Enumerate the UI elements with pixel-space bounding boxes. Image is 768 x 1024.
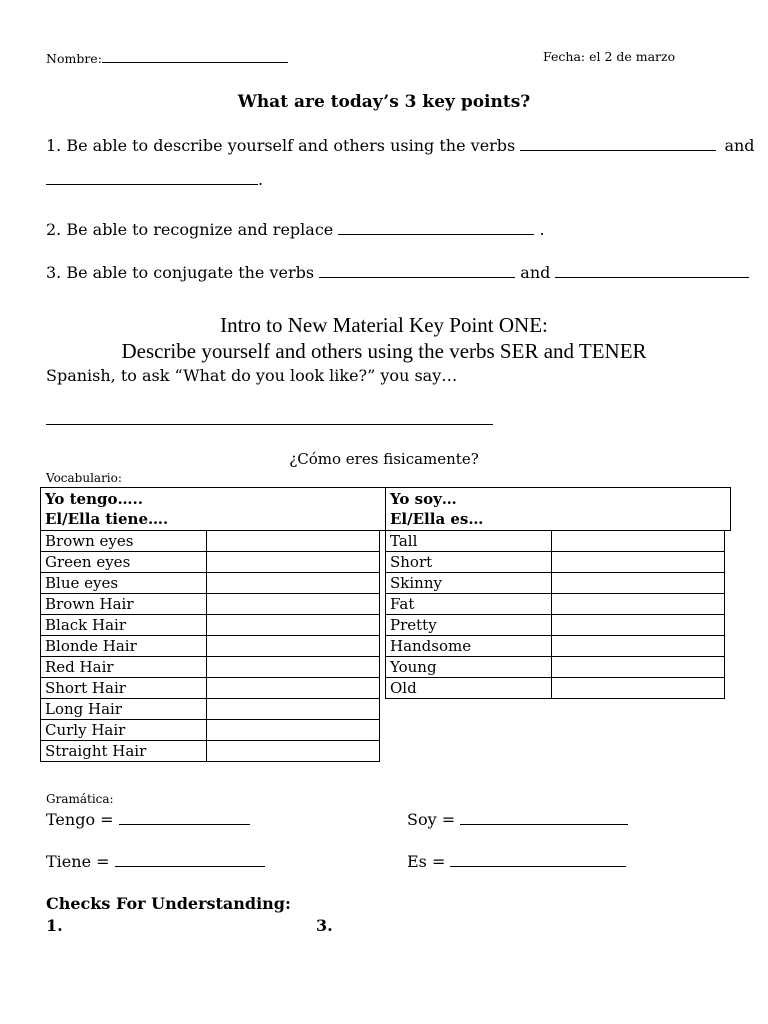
key-point-2-blank[interactable] <box>338 221 534 235</box>
left-vocab-row <box>41 531 380 552</box>
left-vocab-term: Blue eyes <box>41 573 207 594</box>
key-point-1-text: 1. Be able to describe yourself and others using the verbs <box>46 136 516 155</box>
soy-blank[interactable] <box>460 811 628 825</box>
question-heading: ¿Cómo eres fisicamente? <box>289 450 479 468</box>
right-vocab-term: Skinny <box>386 573 552 594</box>
right-vocab-term: Short <box>386 552 552 573</box>
grammar-label: Gramática: <box>46 792 114 806</box>
right-vocab-answer-cell[interactable] <box>552 678 725 699</box>
key-point-3-blank-b[interactable] <box>555 264 749 278</box>
right-vocab-row <box>386 573 725 594</box>
left-vocab-row <box>41 678 380 699</box>
tiene-blank[interactable] <box>115 853 265 867</box>
left-vocab-term: Brown eyes <box>41 531 207 552</box>
left-vocab-row <box>41 636 380 657</box>
check-item-3: 3. <box>316 916 333 935</box>
right-header-line-1: Yo soy… <box>390 490 457 508</box>
intro-prompt: Spanish, to ask “What do you look like?” you say… <box>46 366 458 385</box>
intro-heading: Intro to New Material Key Point ONE: <box>220 313 548 337</box>
key-point-1-blank-b[interactable] <box>46 171 258 185</box>
left-vocab-answer-cell[interactable] <box>207 636 380 657</box>
right-vocab-term: Old <box>386 678 552 699</box>
key-point-3 <box>46 263 749 282</box>
left-vocab-term: Black Hair <box>41 615 207 636</box>
key-point-1-cont <box>46 170 263 189</box>
left-header-line-2: El/Ella tiene…. <box>45 510 169 528</box>
checks-title: Checks For Understanding: <box>46 894 291 913</box>
left-vocab-term: Long Hair <box>41 699 207 720</box>
right-vocab-term: Tall <box>386 531 552 552</box>
es-blank[interactable] <box>450 853 626 867</box>
left-vocab-term: Red Hair <box>41 657 207 678</box>
left-vocab-answer-cell[interactable] <box>207 552 380 573</box>
right-vocab-term: Handsome <box>386 636 552 657</box>
key-point-1-and: and <box>724 136 755 155</box>
grammar-soy <box>407 810 628 829</box>
right-vocab-row <box>386 678 725 699</box>
key-point-1 <box>46 136 755 155</box>
tengo-blank[interactable] <box>119 811 250 825</box>
check-item-1: 1. <box>46 916 63 935</box>
left-vocab-row <box>41 573 380 594</box>
vocab-label: Vocabulario: <box>46 471 122 485</box>
key-point-3-blank-a[interactable] <box>319 264 515 278</box>
left-vocab-table <box>40 530 380 762</box>
grammar-tengo <box>46 810 250 829</box>
date-label: Fecha: el 2 de marzo <box>543 49 676 64</box>
key-point-2 <box>46 220 545 239</box>
left-vocab-answer-cell[interactable] <box>207 615 380 636</box>
right-vocab-row <box>386 594 725 615</box>
left-vocab-row <box>41 657 380 678</box>
right-vocab-table <box>385 530 725 699</box>
grammar-es <box>407 852 626 871</box>
right-vocab-term: Fat <box>386 594 552 615</box>
left-vocab-answer-cell[interactable] <box>207 594 380 615</box>
key-point-3-text: 3. Be able to conjugate the verbs <box>46 263 315 282</box>
name-blank[interactable] <box>102 49 288 63</box>
right-vocab-answer-cell[interactable] <box>552 636 725 657</box>
left-vocab-row <box>41 594 380 615</box>
right-vocab-answer-cell[interactable] <box>552 615 725 636</box>
right-vocab-row <box>386 657 725 678</box>
key-point-2-end: . <box>539 220 545 239</box>
left-vocab-row <box>41 741 380 762</box>
right-vocab-term: Young <box>386 657 552 678</box>
right-vocab-answer-cell[interactable] <box>552 594 725 615</box>
soy-label: Soy = <box>407 810 456 829</box>
page-title: What are today’s 3 key points? <box>237 92 531 112</box>
left-vocab-answer-cell[interactable] <box>207 741 380 762</box>
left-vocab-term: Brown Hair <box>41 594 207 615</box>
left-vocab-answer-cell[interactable] <box>207 720 380 741</box>
right-header-line-2: El/Ella es… <box>390 510 484 528</box>
right-vocab-row <box>386 552 725 573</box>
key-point-2-text: 2. Be able to recognize and replace <box>46 220 334 239</box>
left-vocab-answer-cell[interactable] <box>207 699 380 720</box>
answer-blank[interactable] <box>46 411 493 425</box>
right-table-header <box>385 487 731 531</box>
left-vocab-row <box>41 615 380 636</box>
name-field <box>46 49 288 66</box>
grammar-tiene <box>46 852 265 871</box>
key-point-3-and: and <box>520 263 551 282</box>
right-vocab-row <box>386 636 725 657</box>
tiene-label: Tiene = <box>46 852 110 871</box>
left-vocab-row <box>41 699 380 720</box>
key-point-1-end: . <box>258 170 264 189</box>
right-vocab-answer-cell[interactable] <box>552 531 725 552</box>
left-vocab-term: Green eyes <box>41 552 207 573</box>
right-vocab-row <box>386 615 725 636</box>
right-vocab-term: Pretty <box>386 615 552 636</box>
intro-subheading: Describe yourself and others using the verbs SER and TENER <box>121 339 647 363</box>
left-table-header <box>40 487 386 531</box>
es-label: Es = <box>407 852 446 871</box>
left-vocab-term: Curly Hair <box>41 720 207 741</box>
left-vocab-row <box>41 552 380 573</box>
left-vocab-row <box>41 720 380 741</box>
right-vocab-answer-cell[interactable] <box>552 573 725 594</box>
left-vocab-answer-cell[interactable] <box>207 531 380 552</box>
tengo-label: Tengo = <box>46 810 114 829</box>
right-vocab-answer-cell[interactable] <box>552 552 725 573</box>
right-vocab-row <box>386 531 725 552</box>
right-vocab-answer-cell[interactable] <box>552 657 725 678</box>
left-vocab-term: Short Hair <box>41 678 207 699</box>
left-vocab-answer-cell[interactable] <box>207 657 380 678</box>
left-vocab-term: Blonde Hair <box>41 636 207 657</box>
left-vocab-answer-cell[interactable] <box>207 573 380 594</box>
left-vocab-answer-cell[interactable] <box>207 678 380 699</box>
key-point-1-blank-a[interactable] <box>520 137 716 151</box>
left-header-line-1: Yo tengo….. <box>45 490 143 508</box>
left-vocab-term: Straight Hair <box>41 741 207 762</box>
name-label: Nombre: <box>46 51 102 66</box>
